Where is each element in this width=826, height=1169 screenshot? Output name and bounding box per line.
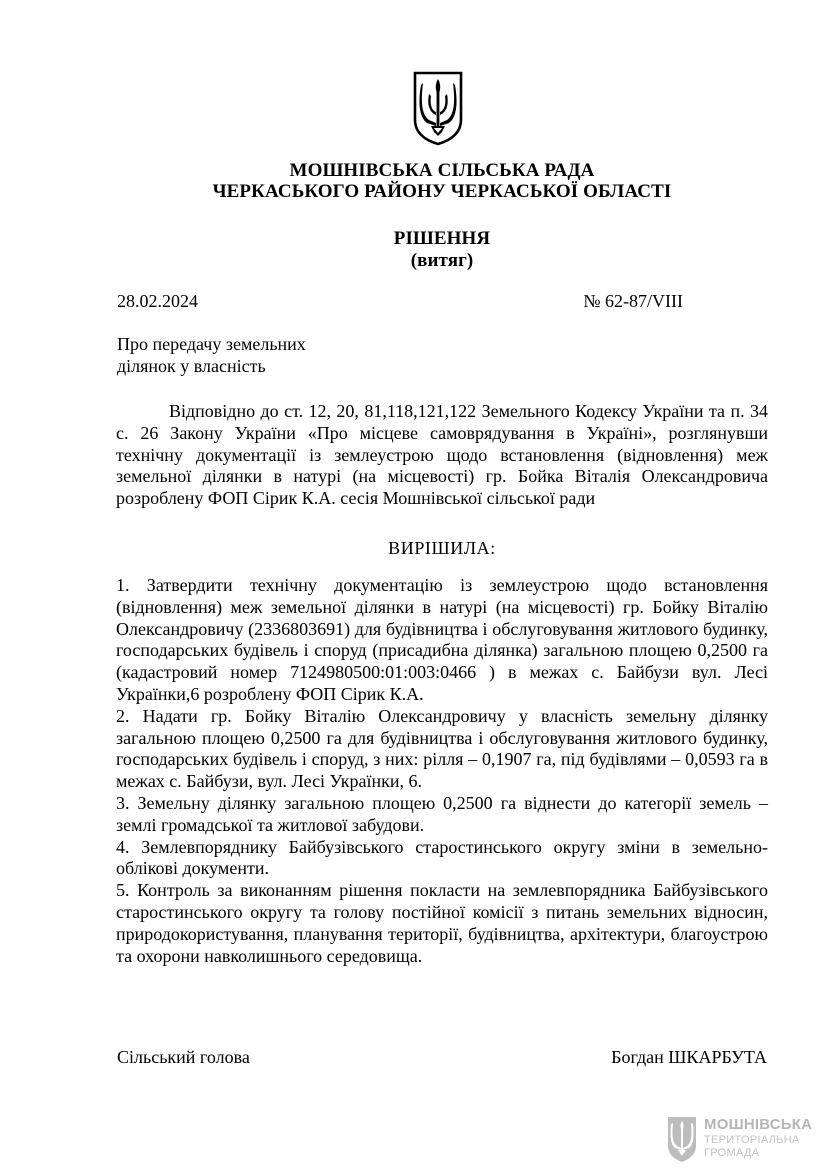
trident-coat-of-arms-icon <box>412 70 464 146</box>
signatory-position: Сільський голова <box>117 1047 250 1067</box>
decision-item: 2. Надати гр. Бойку Віталію Олександровичу у власність земельну ділянку загальною площею 0,2500 га для будівництва і обслуговування житлового будинку, господарських будівель і споруд, з них: рілля – 0,1907 га, під будівлями – 0,0593 га в межах с. Байбузи, вул. Лесі Українки, 6. <box>116 705 768 792</box>
document-date: 28.02.2024 <box>117 291 198 311</box>
subject-line: Про передачу земельних <box>117 334 306 354</box>
intro-paragraph: Відповідно до ст. 12, 20, 81,118,121,122 Земельного Кодексу України та п. 34 с. 26 Закону України «Про місцеве самоврядування в Україні», розглянувши технічну документації із землеустрою щодо встановлення (відновлення) меж земельної ділянки в натурі (на місцевості) гр. Бойка Віталія Олександровича розроблену ФОП Сірик К.А. сесія Мошнівської сільської ради <box>116 401 768 509</box>
decision-items <box>116 575 768 967</box>
watermark-title: МОШНІВСЬКА <box>704 1116 813 1133</box>
trident-watermark-icon <box>666 1115 698 1163</box>
decision-item: 5. Контроль за виконанням рішення покласти на землевпорядника Байбузівського старостинського округу та голову постійної комісії з питань земельних відносин, природокористування, планування території, будівництва, архітектури, благоустрою та охорони навколишнього середовища. <box>116 880 768 966</box>
community-watermark <box>666 1115 816 1163</box>
watermark-subtitle: ГРОМАДА <box>704 1147 760 1159</box>
watermark-subtitle: ТЕРИТОРІАЛЬНА <box>704 1134 800 1146</box>
document-subtitle: (витяг) <box>410 250 474 271</box>
document-title: РІШЕННЯ <box>393 228 491 249</box>
signatory-name: Богдан ШКАРБУТА <box>611 1047 767 1067</box>
document-number: № 62-87/VIII <box>583 291 683 311</box>
decision-item: 3. Земельну ділянку загальною площею 0,2500 га віднести до категорії земель – землі громадської та житлової забудови. <box>116 792 768 835</box>
council-name: МОШНІВСЬКА СІЛЬСЬКА РАДА <box>289 160 595 181</box>
decision-item: 1. Затвердити технічну документацію із землеустрою щодо встановлення (відновлення) меж земельної ділянки в натурі (на місцевості) гр. Бойку Віталію Олександровичу (2336803691) для будівництва і обслуговування житлового будинку, господарських будівель і споруд (присадибна ділянка) загальною площею 0,2500 га (кадастровий номер 7124980500:01:003:0466 ) в межах с. Байбузи вул. Лесі Українки,6 розроблену ФОП Сірик К.А. <box>116 575 768 704</box>
decision-item: 4. Землевпоряднику Байбузівського старостинського округу зміни в земельно-облікові документи. <box>116 836 768 879</box>
council-region: ЧЕРКАСЬКОГО РАЙОНУ ЧЕРКАСЬКОЇ ОБЛАСТІ <box>212 181 672 202</box>
document-subject <box>117 333 306 377</box>
decided-heading: ВИРІШИЛА: <box>388 538 496 558</box>
subject-line: ділянок у власність <box>117 356 266 376</box>
